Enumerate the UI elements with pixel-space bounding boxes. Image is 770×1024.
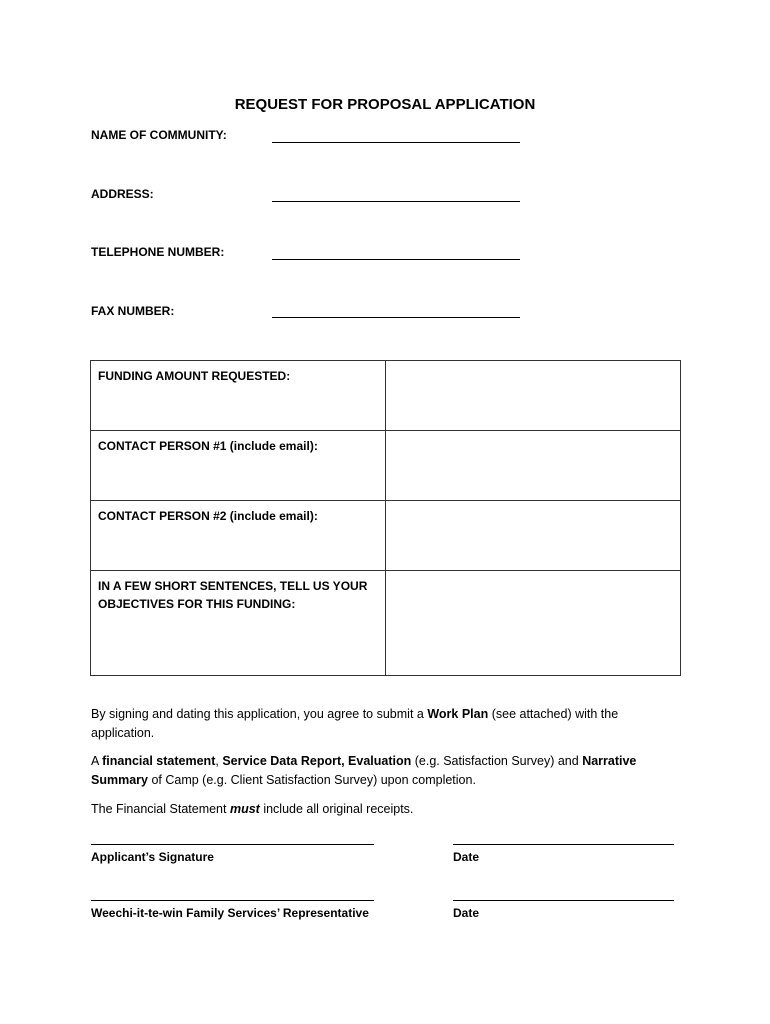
contact-person-1-label: CONTACT PERSON #1 (include email): (91, 431, 386, 501)
community-name-field[interactable] (272, 142, 520, 143)
contact-person-1-input-cell[interactable] (386, 431, 681, 501)
contact-person-2-label: CONTACT PERSON #2 (include email): (91, 501, 386, 571)
community-name-label: NAME OF COMMUNITY: (91, 128, 227, 142)
objectives-input-cell[interactable] (386, 571, 681, 676)
requirements-paragraph: A financial statement, Service Data Report, Evaluation (e.g. Satisfaction Survey) and Narrative Summary of Camp (e.g. Client Satisfaction Survey) upon completion. (91, 754, 637, 787)
representative-signature-label: Weechi-it-te-win Family Services’ Representative (91, 906, 369, 920)
representative-date-label: Date (453, 906, 480, 920)
telephone-label: TELEPHONE NUMBER: (91, 245, 225, 259)
funding-amount-input-cell[interactable] (386, 361, 681, 431)
work-plan-paragraph: By signing and dating this application, you agree to submit a Work Plan (see attached) with the application. (91, 707, 619, 740)
contact-person-2-input-cell[interactable] (386, 501, 681, 571)
page-title: REQUEST FOR PROPOSAL APPLICATION (234, 96, 536, 113)
table-row (91, 431, 681, 501)
fax-label: FAX NUMBER: (91, 304, 175, 318)
request-details-table (90, 360, 681, 676)
applicant-date-label: Date (453, 850, 480, 864)
receipts-paragraph: The Financial Statement must include all original receipts. (91, 802, 414, 816)
table-row (91, 361, 681, 431)
table-row (91, 501, 681, 571)
address-label: ADDRESS: (91, 187, 154, 201)
representative-signature-line[interactable] (91, 900, 374, 901)
funding-amount-label: FUNDING AMOUNT REQUESTED: (91, 361, 386, 431)
fax-field[interactable] (272, 317, 520, 318)
applicant-signature-label: Applicant’s Signature (91, 850, 214, 864)
representative-date-line[interactable] (453, 900, 674, 901)
address-field[interactable] (272, 201, 520, 202)
telephone-field[interactable] (272, 259, 520, 260)
applicant-signature-line[interactable] (91, 844, 374, 845)
objectives-label: IN A FEW SHORT SENTENCES, TELL US YOUR OBJECTIVES FOR THIS FUNDING: (91, 571, 386, 676)
applicant-date-line[interactable] (453, 844, 674, 845)
table-row (91, 571, 681, 676)
